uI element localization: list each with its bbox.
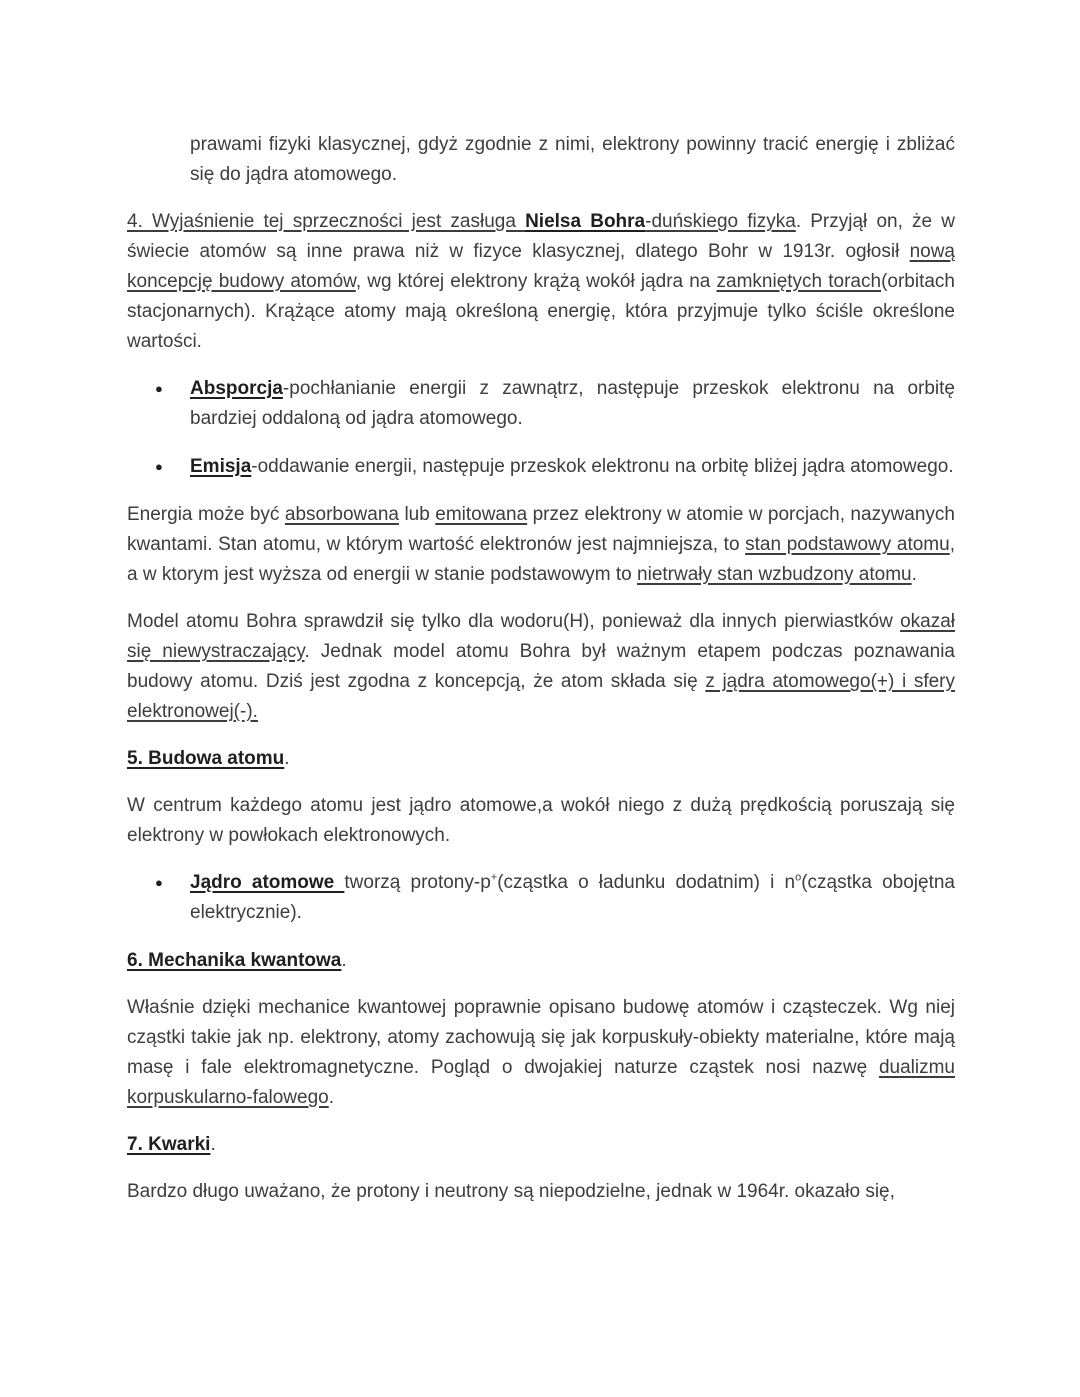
text-run: prawami fizyki klasycznej, gdyż zgodnie z nimi, elektrony powinny tracić energię i zbliżać się do jądra atomowego.	[190, 134, 955, 185]
text-run: . Przyjął on, że w świecie atomów są inne prawa niż w fizyce klasycznej, dlatego Bohr w 1913r. ogłosił	[127, 211, 955, 262]
document-content	[127, 130, 955, 1207]
text-run: -oddawanie energii, następuje przeskok elektronu na orbitę bliżej jądra atomowego.	[251, 456, 954, 477]
section-heading	[127, 1130, 955, 1160]
text-run: , wg której elektrony krążą wokół jądra na	[355, 271, 717, 292]
paragraph	[190, 130, 955, 190]
text-run: Energia może być	[127, 504, 285, 525]
text-run: .	[328, 1087, 335, 1108]
bullet-item	[155, 374, 955, 434]
text-run: Absporcja	[190, 378, 283, 399]
text-run: 4. Wyjaśnienie tej sprzeczności jest zasługa	[127, 211, 526, 232]
bullet-text	[190, 868, 955, 928]
section-heading	[127, 946, 955, 976]
paragraph	[127, 993, 955, 1113]
text-run: zamkniętych torach	[716, 271, 882, 292]
text-run: tworzą protony-p	[344, 872, 491, 893]
text-run: 7. Kwarki	[127, 1134, 211, 1155]
text-run: .	[210, 1134, 216, 1155]
bullet-icon: ●	[155, 459, 163, 474]
text-run: lub	[398, 504, 436, 525]
text-run: (cząstka obojętna elektrycznie).	[190, 872, 955, 923]
text-run: W centrum każdego atomu jest jądro atomowe,a wokół niego z dużą prędkością poruszają się elektrony w powłokach elektronowych.	[127, 795, 955, 846]
text-run: +	[490, 871, 498, 884]
paragraph	[127, 607, 955, 727]
bullet-text	[190, 452, 955, 482]
paragraph	[127, 500, 955, 590]
bullet-icon: ●	[155, 875, 163, 890]
text-run: z jądra atomowego(+) i sfery elektronowej(-).	[127, 671, 955, 722]
text-run: stan podstawowy atomu	[745, 534, 950, 555]
text-run: nową koncepcję budowy atomów	[127, 241, 955, 292]
text-run: absorbowana	[284, 504, 399, 525]
text-run: Jądro atomowe	[190, 872, 345, 893]
text-run: Właśnie dzięki mechanice kwantowej poprawnie opisano budowę atomów i cząsteczek. Wg niej cząstki takie jak np. elektrony, atomy zachowują się jak korpuskuły-obiekty materialne, które mają masę i fale elektromagnetyczne. Pogląd o dwojakiej naturze cząstek nosi nazwę	[127, 997, 955, 1078]
text-run: -pochłanianie energii z zawnątrz, następuje przeskok elektronu na orbitę bardziej oddaloną od jądra atomowego.	[190, 378, 955, 429]
bullet-icon: ●	[155, 381, 163, 396]
text-run: 5. Budowa atomu	[127, 748, 285, 769]
text-run: , a w ktorym jest wyższa od energii w stanie podstawowym to	[127, 534, 955, 585]
text-run: 6. Mechanika kwantowa	[127, 950, 342, 971]
text-run: (orbitach stacjonarnych). Krążące atomy mają określoną energię, która przyjmuje tylko ściśle określone wartości.	[127, 271, 955, 352]
text-run: .	[911, 564, 917, 585]
text-run: o	[795, 871, 802, 884]
bullet-item	[155, 868, 955, 928]
paragraph	[127, 207, 955, 357]
text-run: Bardzo długo uważano, że protony i neutrony są niepodzielne, jednak w 1964r. okazało się,	[127, 1181, 895, 1202]
text-run: Nielsa Bohra	[525, 211, 646, 232]
text-run: .	[341, 950, 347, 971]
text-run: dualizmu korpuskularno-falowego	[127, 1057, 955, 1108]
text-run: -duńskiego fizyka	[645, 211, 796, 232]
text-run: okazał się niewystraczający	[127, 611, 955, 662]
text-run: emitowana	[435, 504, 528, 525]
bullet-text	[190, 374, 955, 434]
text-run: Model atomu Bohra sprawdził się tylko dla wodoru(H), ponieważ dla innych pierwiastków	[127, 611, 901, 632]
bullet-item	[155, 452, 955, 482]
paragraph	[127, 791, 955, 851]
text-run: (cząstka o ładunku dodatnim) i n	[497, 872, 796, 893]
text-run: nietrwały stan wzbudzony atomu	[637, 564, 912, 585]
text-run: przez elektrony w atomie w porcjach, nazywanych kwantami. Stan atomu, w którym wartość elektronów jest najmniejsza, to	[127, 504, 955, 555]
text-run: . Jednak model atomu Bohra był ważnym etapem podczas poznawania budowy atomu. Dziś jest zgodna z koncepcją, że atom składa się	[127, 641, 955, 692]
text-run: .	[284, 748, 290, 769]
paragraph	[127, 1177, 955, 1207]
section-heading	[127, 744, 955, 774]
text-run: Emisja	[190, 456, 252, 477]
